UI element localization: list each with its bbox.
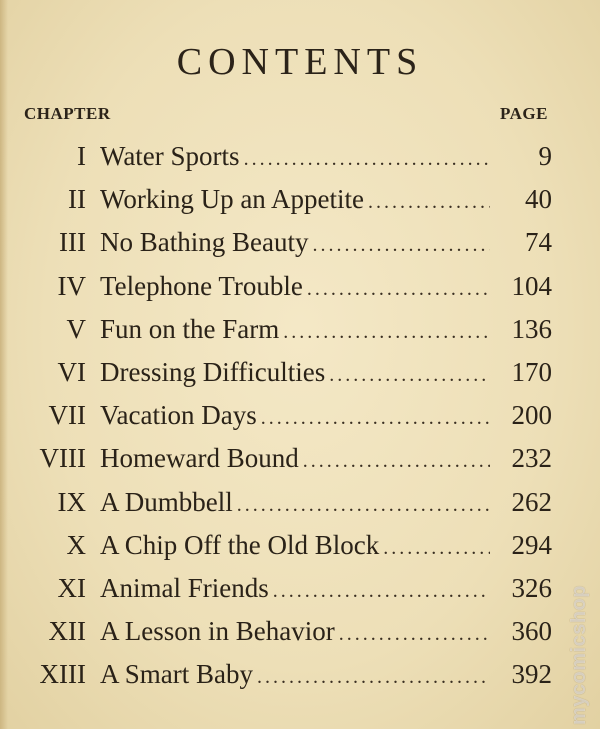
toc-row-11 <box>0 567 600 610</box>
chapter-page-number: 232 <box>511 443 552 474</box>
toc-row-12 <box>0 610 600 653</box>
chapter-page-number: 262 <box>511 486 552 517</box>
toc-row-2 <box>0 178 600 221</box>
chapter-numeral: II <box>68 184 86 215</box>
chapter-title: Homeward Bound <box>100 443 299 474</box>
toc-row-4 <box>0 265 600 308</box>
chapter-numeral: XIII <box>39 659 86 690</box>
dot-leader <box>237 494 490 517</box>
dot-leader <box>383 537 490 560</box>
dot-leader <box>368 191 490 214</box>
dot-leader <box>273 580 490 603</box>
toc-row-9 <box>0 481 600 524</box>
table-of-contents <box>0 135 600 696</box>
chapter-title: Telephone Trouble <box>100 270 303 301</box>
chapter-page-number: 200 <box>511 400 552 431</box>
toc-row-7 <box>0 394 600 437</box>
chapter-title: Fun on the Farm <box>100 313 280 344</box>
dot-leader <box>329 364 490 387</box>
chapter-title: Dressing Difficulties <box>100 357 326 388</box>
watermark: mycomicshop <box>568 585 590 725</box>
chapter-title: Working Up an Appetite <box>100 184 365 215</box>
toc-row-10 <box>0 524 600 567</box>
chapter-page-number: 326 <box>511 572 552 603</box>
chapter-page-number: 294 <box>511 529 552 560</box>
page-column-header: PAGE <box>500 104 548 123</box>
chapter-page-number: 392 <box>511 659 552 690</box>
chapter-column-header: CHAPTER <box>24 104 111 123</box>
chapter-title: A Lesson in Behavior <box>100 616 335 647</box>
dot-leader <box>257 666 490 689</box>
chapter-numeral: VIII <box>39 443 86 474</box>
chapter-numeral: I <box>77 141 86 172</box>
dot-leader <box>244 148 490 171</box>
toc-row-3 <box>0 221 600 264</box>
chapter-page-number: 104 <box>511 270 552 301</box>
chapter-numeral: IV <box>57 270 86 301</box>
dot-leader <box>303 450 490 473</box>
chapter-page-number: 136 <box>511 313 552 344</box>
chapter-title: Vacation Days <box>100 400 257 431</box>
chapter-numeral: XI <box>57 572 86 603</box>
dot-leader <box>283 321 490 344</box>
dot-leader <box>339 623 490 646</box>
toc-row-1 <box>0 135 600 178</box>
chapter-title: No Bathing Beauty <box>100 227 309 258</box>
chapter-page-number: 74 <box>525 227 552 258</box>
chapter-numeral: III <box>59 227 86 258</box>
chapter-title: Water Sports <box>100 141 240 172</box>
chapter-numeral: XII <box>48 616 86 647</box>
chapter-page-number: 170 <box>511 357 552 388</box>
toc-row-8 <box>0 437 600 480</box>
chapter-title: A Smart Baby <box>100 659 253 690</box>
dot-leader <box>261 407 490 430</box>
toc-row-5 <box>0 308 600 351</box>
contents-heading: CONTENTS <box>176 41 424 83</box>
toc-row-6 <box>0 351 600 394</box>
chapter-page-number: 360 <box>511 616 552 647</box>
chapter-numeral: X <box>66 529 86 560</box>
chapter-page-number: 40 <box>525 184 552 215</box>
chapter-numeral: IX <box>57 486 86 517</box>
chapter-title: A Chip Off the Old Block <box>100 529 380 560</box>
chapter-title: A Dumbbell <box>100 486 233 517</box>
chapter-numeral: V <box>66 313 86 344</box>
dot-leader <box>307 278 490 301</box>
dot-leader <box>312 234 490 257</box>
chapter-numeral: VI <box>57 357 86 388</box>
chapter-title: Animal Friends <box>100 572 269 603</box>
toc-row-13 <box>0 653 600 696</box>
chapter-page-number: 9 <box>538 141 552 172</box>
chapter-numeral: VII <box>48 400 86 431</box>
